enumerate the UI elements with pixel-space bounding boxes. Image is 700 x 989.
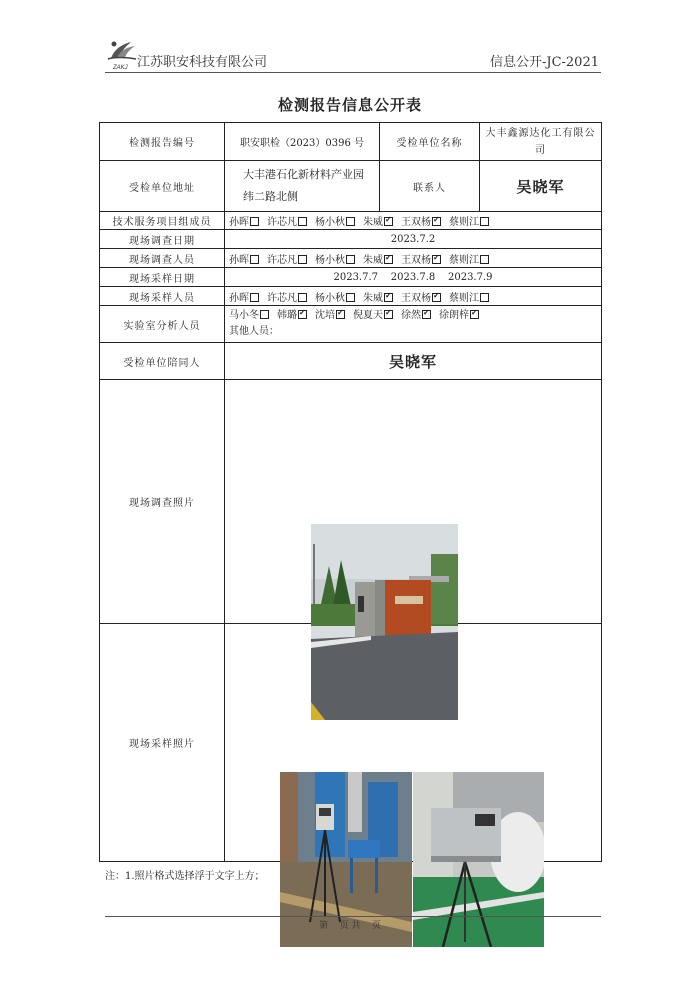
sampling-date-value: 2023.7.7 2023.7.8 2023.7.9 bbox=[225, 268, 602, 287]
staff-name: 徐然 bbox=[401, 310, 421, 321]
staff-entry bbox=[229, 310, 272, 321]
checkbox-icon bbox=[480, 217, 489, 226]
staff-name: 朱威 bbox=[363, 292, 383, 304]
checked-box-icon bbox=[422, 310, 431, 319]
info-table bbox=[99, 122, 602, 862]
staff-entry bbox=[277, 310, 310, 321]
staff-entry bbox=[267, 255, 310, 266]
staff-entry bbox=[353, 310, 396, 321]
staff-entry bbox=[315, 310, 348, 321]
staff-name: 许芯凡 bbox=[267, 254, 297, 266]
page-title: 检测报告信息公开表 bbox=[277, 96, 422, 114]
staff-entry bbox=[315, 255, 358, 266]
lab-staff-cell bbox=[225, 306, 602, 343]
staff-name: 朱威 bbox=[363, 217, 383, 228]
checked-box-icon bbox=[470, 310, 479, 319]
staff-name: 杨小秋 bbox=[315, 254, 345, 266]
survey-photo-cell bbox=[225, 380, 602, 624]
staff-name: 马小冬 bbox=[229, 310, 259, 321]
staff-name: 徐朗梓 bbox=[439, 310, 469, 321]
sampling-staff-label: 现场采样人员 bbox=[100, 287, 225, 306]
staff-entry bbox=[315, 293, 358, 304]
checked-box-icon bbox=[298, 310, 307, 319]
staff-name: 杨小秋 bbox=[315, 292, 345, 304]
checked-box-icon bbox=[384, 310, 393, 319]
staff-entry bbox=[315, 217, 358, 228]
lab-staff bbox=[229, 308, 597, 324]
survey-date-label: 现场调查日期 bbox=[100, 230, 225, 249]
staff-name: 王双杨 bbox=[401, 292, 431, 304]
team-label: 技术服务项目组成员 bbox=[100, 212, 225, 230]
escort-value: 吴晓军 bbox=[225, 343, 602, 380]
address-label: 受检单位地址 bbox=[100, 161, 225, 212]
company-name: 江苏职安科技有限公司 bbox=[137, 55, 268, 70]
staff-entry bbox=[267, 217, 310, 228]
survey-staff bbox=[225, 249, 602, 268]
survey-photo-label: 现场调查照片 bbox=[100, 380, 225, 624]
escort-label: 受检单位陪同人 bbox=[100, 343, 225, 380]
staff-entry bbox=[267, 293, 310, 304]
address-line-2: 纬二路北侧 bbox=[243, 191, 298, 203]
checked-box-icon bbox=[336, 310, 345, 319]
checked-box-icon bbox=[432, 255, 441, 264]
checkbox-icon bbox=[298, 293, 307, 302]
address-line-1: 大丰港石化新材料产业园 bbox=[243, 169, 364, 181]
client-name-label: 受检单位名称 bbox=[380, 123, 480, 161]
checkbox-icon bbox=[346, 293, 355, 302]
document-id: 信息公开-JC-2021 bbox=[489, 55, 599, 70]
checked-box-icon bbox=[384, 293, 393, 302]
report-no-label: 检测报告编号 bbox=[100, 123, 225, 161]
staff-name: 孙晖 bbox=[229, 292, 249, 304]
lab-others: 其他人员： bbox=[229, 326, 279, 337]
checkbox-icon bbox=[480, 255, 489, 264]
survey-date-value: 2023.7.2 bbox=[225, 230, 602, 249]
lab-staff-label: 实验室分析人员 bbox=[100, 306, 225, 343]
checkbox-icon bbox=[298, 255, 307, 264]
staff-entry bbox=[449, 217, 492, 228]
checked-box-icon bbox=[384, 255, 393, 264]
sampling-staff bbox=[225, 287, 602, 306]
staff-entry bbox=[401, 293, 444, 304]
team-members bbox=[225, 212, 602, 230]
staff-name: 蔡则江 bbox=[449, 292, 479, 304]
staff-name: 王双杨 bbox=[401, 254, 431, 266]
checked-box-icon bbox=[384, 217, 393, 226]
footnote: 注：1.照片格式选择浮于文字上方； bbox=[105, 871, 265, 882]
staff-entry bbox=[229, 217, 262, 228]
page-header bbox=[105, 38, 601, 73]
staff-name: 蔡则江 bbox=[449, 217, 479, 228]
staff-name: 许芯凡 bbox=[267, 292, 297, 304]
checkbox-icon bbox=[250, 255, 259, 264]
staff-name: 孙晖 bbox=[229, 254, 249, 266]
staff-entry bbox=[229, 293, 262, 304]
staff-entry bbox=[449, 293, 492, 304]
staff-entry bbox=[401, 310, 434, 321]
staff-entry bbox=[229, 255, 262, 266]
checkbox-icon bbox=[250, 293, 259, 302]
survey-staff-label: 现场调查人员 bbox=[100, 249, 225, 268]
checkbox-icon bbox=[346, 217, 355, 226]
checked-box-icon bbox=[432, 293, 441, 302]
address-value bbox=[225, 161, 380, 212]
checked-box-icon bbox=[432, 217, 441, 226]
report-no-value: 职安职检（2023）0396 号 bbox=[225, 123, 380, 161]
checkbox-icon bbox=[250, 217, 259, 226]
contact-value: 吴晓军 bbox=[480, 161, 602, 212]
staff-entry bbox=[439, 310, 482, 321]
staff-entry bbox=[449, 255, 492, 266]
sampling-photo-label: 现场采样照片 bbox=[100, 624, 225, 862]
company-logo-icon bbox=[105, 36, 139, 66]
checkbox-icon bbox=[346, 255, 355, 264]
staff-name: 孙晖 bbox=[229, 217, 249, 228]
logo-text: ZAKJ bbox=[113, 65, 128, 71]
checkbox-icon bbox=[298, 217, 307, 226]
checkbox-icon bbox=[260, 310, 269, 319]
client-name-value: 大丰鑫源达化工有限公司 bbox=[480, 123, 602, 161]
staff-name: 许芯凡 bbox=[267, 217, 297, 228]
staff-name: 王双杨 bbox=[401, 217, 431, 228]
staff-name: 杨小秋 bbox=[315, 217, 345, 228]
staff-name: 朱威 bbox=[363, 254, 383, 266]
checkbox-icon bbox=[480, 293, 489, 302]
staff-name: 倪夏天 bbox=[353, 310, 383, 321]
staff-entry bbox=[363, 217, 396, 228]
survey-site-photo bbox=[311, 524, 458, 720]
staff-entry bbox=[401, 217, 444, 228]
page-number: 第 页 共 页 bbox=[319, 921, 381, 931]
staff-name: 韩璐 bbox=[277, 310, 297, 321]
staff-name: 蔡则江 bbox=[449, 254, 479, 266]
staff-name: 沈培 bbox=[315, 310, 335, 321]
staff-entry bbox=[363, 255, 396, 266]
staff-entry bbox=[401, 255, 444, 266]
staff-entry bbox=[363, 293, 396, 304]
sampling-date-label: 现场采样日期 bbox=[100, 268, 225, 287]
footer-divider bbox=[105, 916, 601, 917]
contact-label: 联系人 bbox=[380, 161, 480, 212]
